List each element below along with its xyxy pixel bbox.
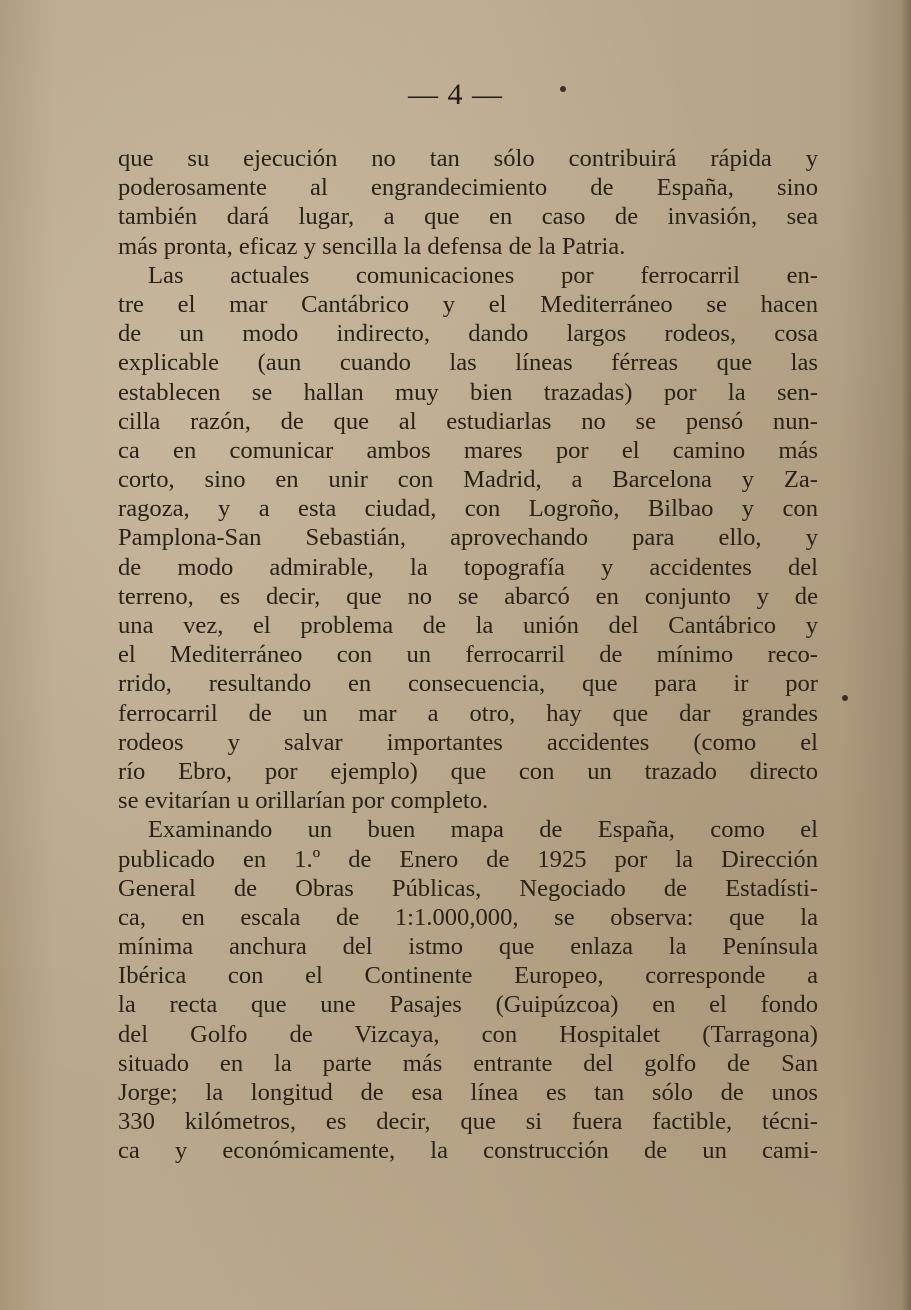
text-line: ragoza, y a esta ciudad, con Logroño, Bilbao y con <box>118 495 818 523</box>
text-line: que su ejecución no tan sólo contribuirá rápida y <box>118 145 818 172</box>
text-line: ca, en escala de 1:1.000,000, se observa: que la <box>118 903 818 931</box>
text-line: ca y económicamente, la construcción de un cami- <box>118 1137 818 1165</box>
text-line: río Ebro, por ejemplo) que con un trazado directo <box>118 757 818 785</box>
page-number: — 4 — <box>408 78 503 111</box>
text-line: corto, sino en unir con Madrid, a Barcelona y Za- <box>118 466 818 494</box>
ink-speck <box>842 695 848 701</box>
body-text <box>118 144 818 1166</box>
text-line: situado en la parte más entrante del golfo de San <box>118 1049 818 1077</box>
text-line: el Mediterráneo con un ferrocarril de mínimo reco- <box>118 641 818 669</box>
text-line: ca en comunicar ambos mares por el camino más <box>118 436 818 464</box>
text-line: de modo admirable, la topografía y accidentes del <box>118 553 818 581</box>
text-line: establecen se hallan muy bien trazadas) por la sen- <box>118 378 818 406</box>
paragraph <box>118 144 818 261</box>
paragraph <box>118 815 818 1165</box>
text-line: Las actuales comunicaciones por ferrocarril en- <box>148 261 818 289</box>
text-line: General de Obras Públicas, Negociado de Estadísti- <box>118 874 818 902</box>
text-line: Ibérica con el Continente Europeo, corresponde a <box>118 962 818 990</box>
text-line: más pronta, eficaz y sencilla la defensa de la Patria. <box>118 232 626 260</box>
text-line: rrido, resultando en consecuencia, que para ir por <box>118 670 818 698</box>
text-line: rodeos y salvar importantes accidentes (como el <box>118 728 818 756</box>
text-line: Pamplona-San Sebastián, aprovechando para ello, y <box>118 524 818 552</box>
text-line: 330 kilómetros, es decir, que si fuera factible, técni- <box>118 1108 818 1136</box>
text-line: explicable (aun cuando las líneas férreas que las <box>118 349 818 377</box>
text-line: ferrocarril de un mar a otro, hay que dar grandes <box>118 699 818 727</box>
text-line: cilla razón, de que al estudiarlas no se pensó nun- <box>118 407 818 435</box>
text-line: publicado en 1.º de Enero de 1925 por la Dirección <box>118 845 818 873</box>
text-line: poderosamente al engrandecimiento de España, sino <box>118 174 818 202</box>
text-line: Examinando un buen mapa de España, como el <box>148 816 818 844</box>
text-line: terreno, es decir, que no se abarcó en conjunto y de <box>118 582 818 610</box>
text-line: mínima anchura del istmo que enlaza la Península <box>118 933 818 961</box>
text-line: del Golfo de Vizcaya, con Hospitalet (Tarragona) <box>118 1020 818 1048</box>
text-line: una vez, el problema de la unión del Cantábrico y <box>118 612 818 639</box>
text-line: también dará lugar, a que en caso de invasión, sea <box>118 203 818 231</box>
text-line: tre el mar Cantábrico y el Mediterráneo se hacen <box>118 290 818 318</box>
paragraph <box>118 261 818 816</box>
text-line: se evitarían u orillarían por completo. <box>118 787 489 815</box>
page-edge-shadow <box>901 0 911 1310</box>
text-line: la recta que une Pasajes (Guipúzcoa) en el fondo <box>118 991 818 1019</box>
text-line: de un modo indirecto, dando largos rodeos, cosa <box>118 320 818 348</box>
text-line: Jorge; la longitud de esa línea es tan sólo de unos <box>118 1079 818 1106</box>
